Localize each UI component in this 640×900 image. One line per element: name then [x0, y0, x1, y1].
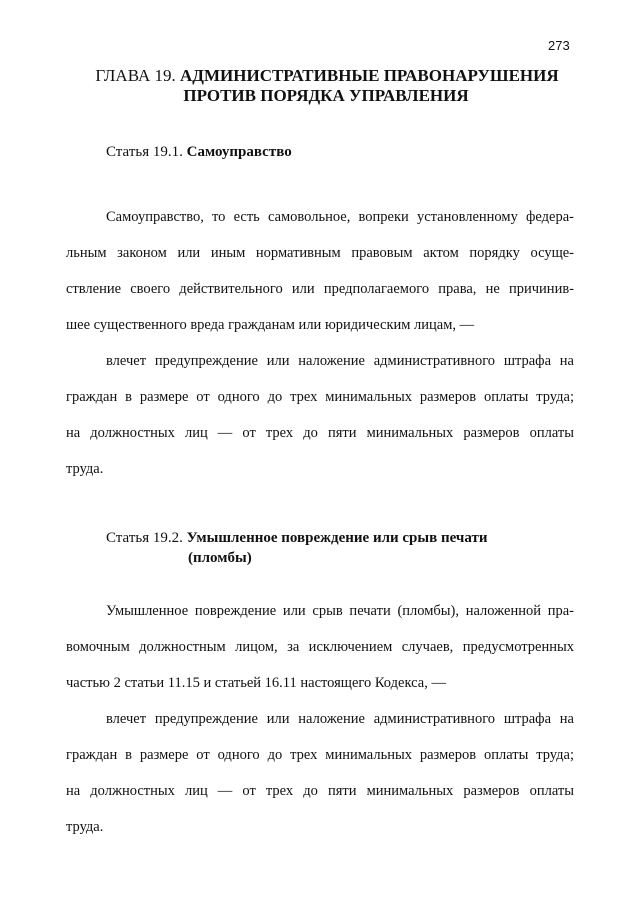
paragraph-line: Умышленное повреждение или срыв печати (пломбы), наложенной пра- — [106, 603, 574, 619]
article-19-1-paragraph-1 — [66, 199, 574, 343]
page-number: 273 — [548, 38, 570, 53]
paragraph-line: труда. — [66, 461, 104, 477]
article-19-2-heading — [106, 528, 487, 568]
paragraph-line: Самоуправство, то есть самовольное, вопреки установленному федера- — [106, 209, 574, 225]
chapter-title-line1 — [0, 66, 640, 86]
paragraph-line: вомочным должностным лицом, за исключением случаев, предусмотренных — [66, 639, 574, 655]
paragraph-line: на должностных лиц — от трех до пяти минимальных размеров оплаты — [66, 783, 574, 799]
article-19-2-paragraph-1 — [66, 593, 574, 701]
article-label: Статья 19.1. — [106, 144, 183, 160]
chapter-title — [0, 66, 640, 106]
article-19-1-paragraph-2 — [66, 343, 574, 487]
article-title-continued: (пломбы) — [188, 550, 252, 566]
paragraph-line: граждан в размере от одного до трех минимальных размеров оплаты труда; — [66, 747, 574, 763]
article-label: Статья 19.2. — [106, 530, 183, 546]
article-title: Умышленное повреждение или срыв печати — [186, 530, 488, 546]
paragraph-line: влечет предупреждение или наложение административного штрафа на — [106, 711, 574, 727]
paragraph-line: труда. — [66, 819, 104, 835]
article-19-2-paragraph-2 — [66, 701, 574, 845]
chapter-title-line2: ПРОТИВ ПОРЯДКА УПРАВЛЕНИЯ — [183, 86, 469, 105]
paragraph-line: частью 2 статьи 11.15 и статьей 16.11 настоящего Кодекса, — — [66, 675, 446, 691]
paragraph-line: граждан в размере от одного до трех минимальных размеров оплаты труда; — [66, 389, 574, 405]
paragraph-line: льным законом или иным нормативным правовым актом порядку осуще- — [66, 245, 574, 261]
article-19-1-heading — [106, 142, 292, 162]
paragraph-line: шее существенного вреда гражданам или юридическим лицам, — — [66, 317, 475, 333]
article-title: Самоуправство — [186, 144, 292, 160]
chapter-prefix: ГЛАВА 19. — [95, 66, 176, 85]
paragraph-line: на должностных лиц — от трех до пяти минимальных размеров оплаты — [66, 425, 574, 441]
paragraph-line: влечет предупреждение или наложение административного штрафа на — [106, 353, 574, 369]
chapter-title-text: АДМИНИСТРАТИВНЫЕ ПРАВОНАРУШЕНИЯ — [180, 66, 559, 85]
paragraph-line: ствление своего действительного или предполагаемого права, не причинив- — [66, 281, 574, 297]
